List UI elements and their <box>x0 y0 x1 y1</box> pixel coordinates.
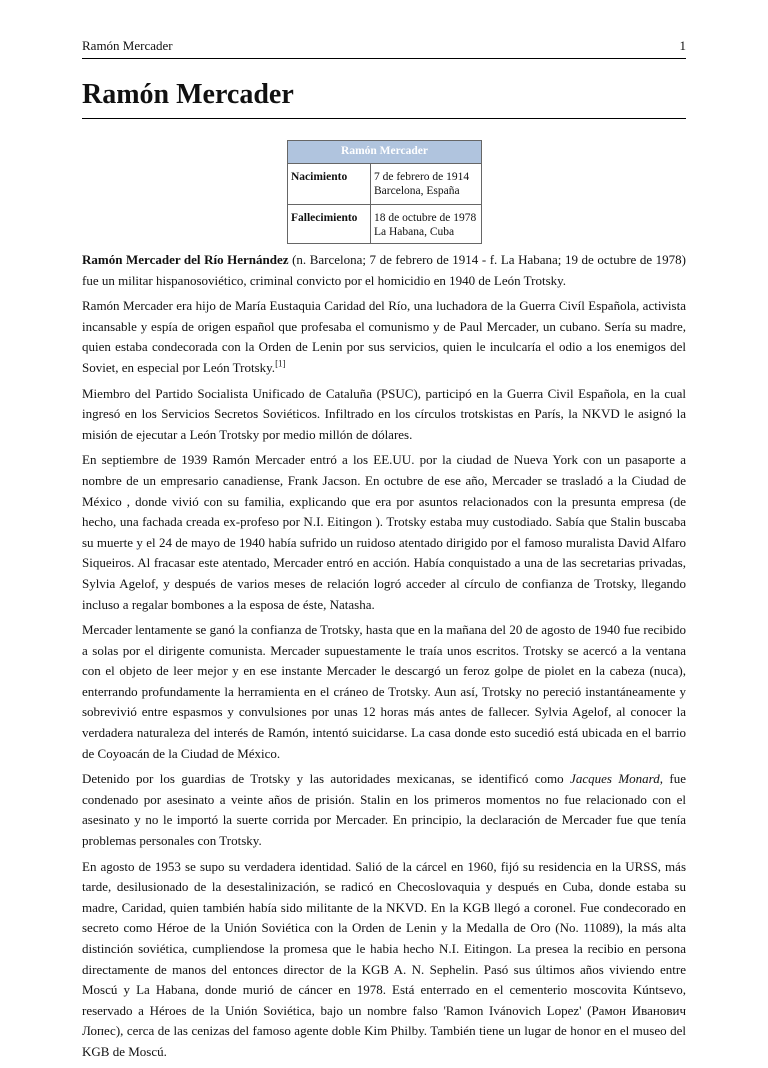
paragraph-assassination: Mercader lentamente se ganó la confianza de Trotsky, hasta que en la mañana del 20 de agosto de 1940 fue recibido a solas por el dirigente comunista. Mercader supuestamente le traía unos escritos. Trotsky se acercó a la ventana con el objeto de leer mejor y en ese instante Mercader le descargó un feroz golpe de piolet en la cabeza (nuca), enterrando profundamente la herramienta en el cráneo de Trotsky. Aun así, Trotsky no pereció instantáneamente y sobrevivió entre espasmos y convulsiones por unas 12 horas más antes de fallecer. Sylvia Agelof, al conocer la verdadera naturaleza del interés de Ramón, intentó suicidarse. La casa donde esto sucedió está ubicada en el barrio de Coyoacán de la Ciudad de México. <box>82 622 686 761</box>
paragraph-detention <box>82 769 686 851</box>
family-text: Ramón Mercader era hijo de María Eustaquia Caridad del Río, una luchadora de la Guerra Civíl Española, activista incansable y espía de origen español que profesaba el comunismo y de Paul Mercader, un cubano. Sería su madre, quien estaba condecorada con la Orden de Lenin por sus servicios, quien le inculcaría el odio a los enemigos del Soviet, en especial por León Trotsky. <box>82 298 686 375</box>
running-header-title: Ramón Mercader <box>82 38 173 53</box>
infobox-row-death <box>288 205 482 244</box>
running-header <box>82 38 686 59</box>
infobox-birth-place: Barcelona, España <box>374 185 460 197</box>
infobox-death-date: 18 de octubre de 1978 <box>374 212 477 224</box>
subject-full-name: Ramón Mercader del Río Hernández <box>82 252 289 267</box>
paragraph-psuc: Miembro del Partido Socialista Unificado de Cataluña (PSUC), participó en la Guerra Civil Española, en la cual ingresó en los Servicios Secretos Soviéticos. Infiltrado en los círculos trotskistas en París, la NKVD le asignó la misión de ejecutar a León Trotsky por medio millón de dólares. <box>82 385 686 442</box>
infobox-value-death <box>371 205 482 244</box>
infobox-caption: Ramón Mercader <box>288 141 482 164</box>
paragraph-later-life: En agosto de 1953 se supo su verdadera identidad. Salió de la cárcel en 1960, fijó su residencia en la URSS, más tarde, desilusionado de la desestalinización, se radicó en Checoslovaquia y después en Cuba, donde estaba su madre, Caridad, quien también había sido militante de la NKVD. En la KGB llegó a coronel. Fue condecorado en secreto como Héroe de la Unión Soviética con la Orden de Lenin y la Medalla de Oro (No. 11089), la más alta distinción soviética, cumpliendose la promesa que le habia hecho N.I. Eitingon. La presea la recibio en persona directamente de manos del entonces director de la KGB A. N. Sephelin. Pasó sus últimos años viviendo entre Moscú y La Habana, donde murió de cáncer en 1978. Está enterrado en el cementerio moscovita Kúntsevo, reservado a Héroes de la Unión Soviética, bajo un nombre falso 'Ramon Ivánovich Lopez' (Рамон Иванович Лопес), cerca de las cenizas del famoso agente doble Kim Philby. También tiene un lugar de honor en el museo del KGB de Moscú. <box>82 858 686 1059</box>
alias-name: Jacques Monard <box>570 771 660 787</box>
infobox-row-birth <box>288 164 482 205</box>
paragraph-family <box>82 296 686 378</box>
paragraph-intro <box>82 250 686 291</box>
infobox-label-death: Fallecimiento <box>288 205 371 244</box>
infobox-label-birth: Nacimiento <box>288 164 371 205</box>
reference-link[interactable]: [1] <box>275 358 286 369</box>
paragraph-mexico: En septiembre de 1939 Ramón Mercader entró a los EE.UU. por la ciudad de Nueva York con un pasaporte a nombre de un empresario canadiense, Frank Jacson. En octubre de ese año, Mercader se trasladó a la Ciudad de México , donde vivió con su familia, explicando que era por asuntos relacionados con la presunta empresa (de hecho, una fachada creada ex-profeso por N.I. Eitingon ). Trotsky estaba muy custodiado. Sabía que Stalin buscaba su muerte y el 24 de mayo de 1940 había sufrido un ruidoso atentado dirigido por el famoso muralista David Alfaro Siqueiros. Al fracasar este atentado, Mercader entró en acción. Había conquistado a una de las secretarias privadas, Sylvia Agelof, y después de varios meses de relación logró acceder al círculo de confianza de Trotsky, llegando incluso a regalar bombones a la esposa de éste, Natasha. <box>82 452 686 612</box>
page-number: 1 <box>679 38 686 53</box>
article-title: Ramón Mercader <box>82 78 686 119</box>
detention-text-start: Detenido por los guardias de Trotsky y las autoridades mexicanas, se identificó como <box>82 771 571 787</box>
infobox-birth-date: 7 de febrero de 1914 <box>374 171 470 183</box>
article-body <box>82 250 686 1068</box>
infobox-death-place: La Habana, Cuba <box>374 226 455 238</box>
infobox <box>287 140 482 244</box>
infobox-value-birth <box>371 164 482 205</box>
detention-text-end: , fue condenado por asesinato a veinte años de prisión. Stalin en los primeros momentos no fue relacionado con el asesinato y no le importó la suerte corrida por Mercader. En principio, la declaración de Mercader fue que tenía problemas personales con Trotsky. <box>82 771 686 849</box>
intro-text: (n. Barcelona; 7 de febrero de 1914 - f. La Habana; 19 de octubre de 1978) fue un militar hispanosoviético, criminal convicto por el homicidio en 1940 de León Trotsky. <box>82 252 686 288</box>
